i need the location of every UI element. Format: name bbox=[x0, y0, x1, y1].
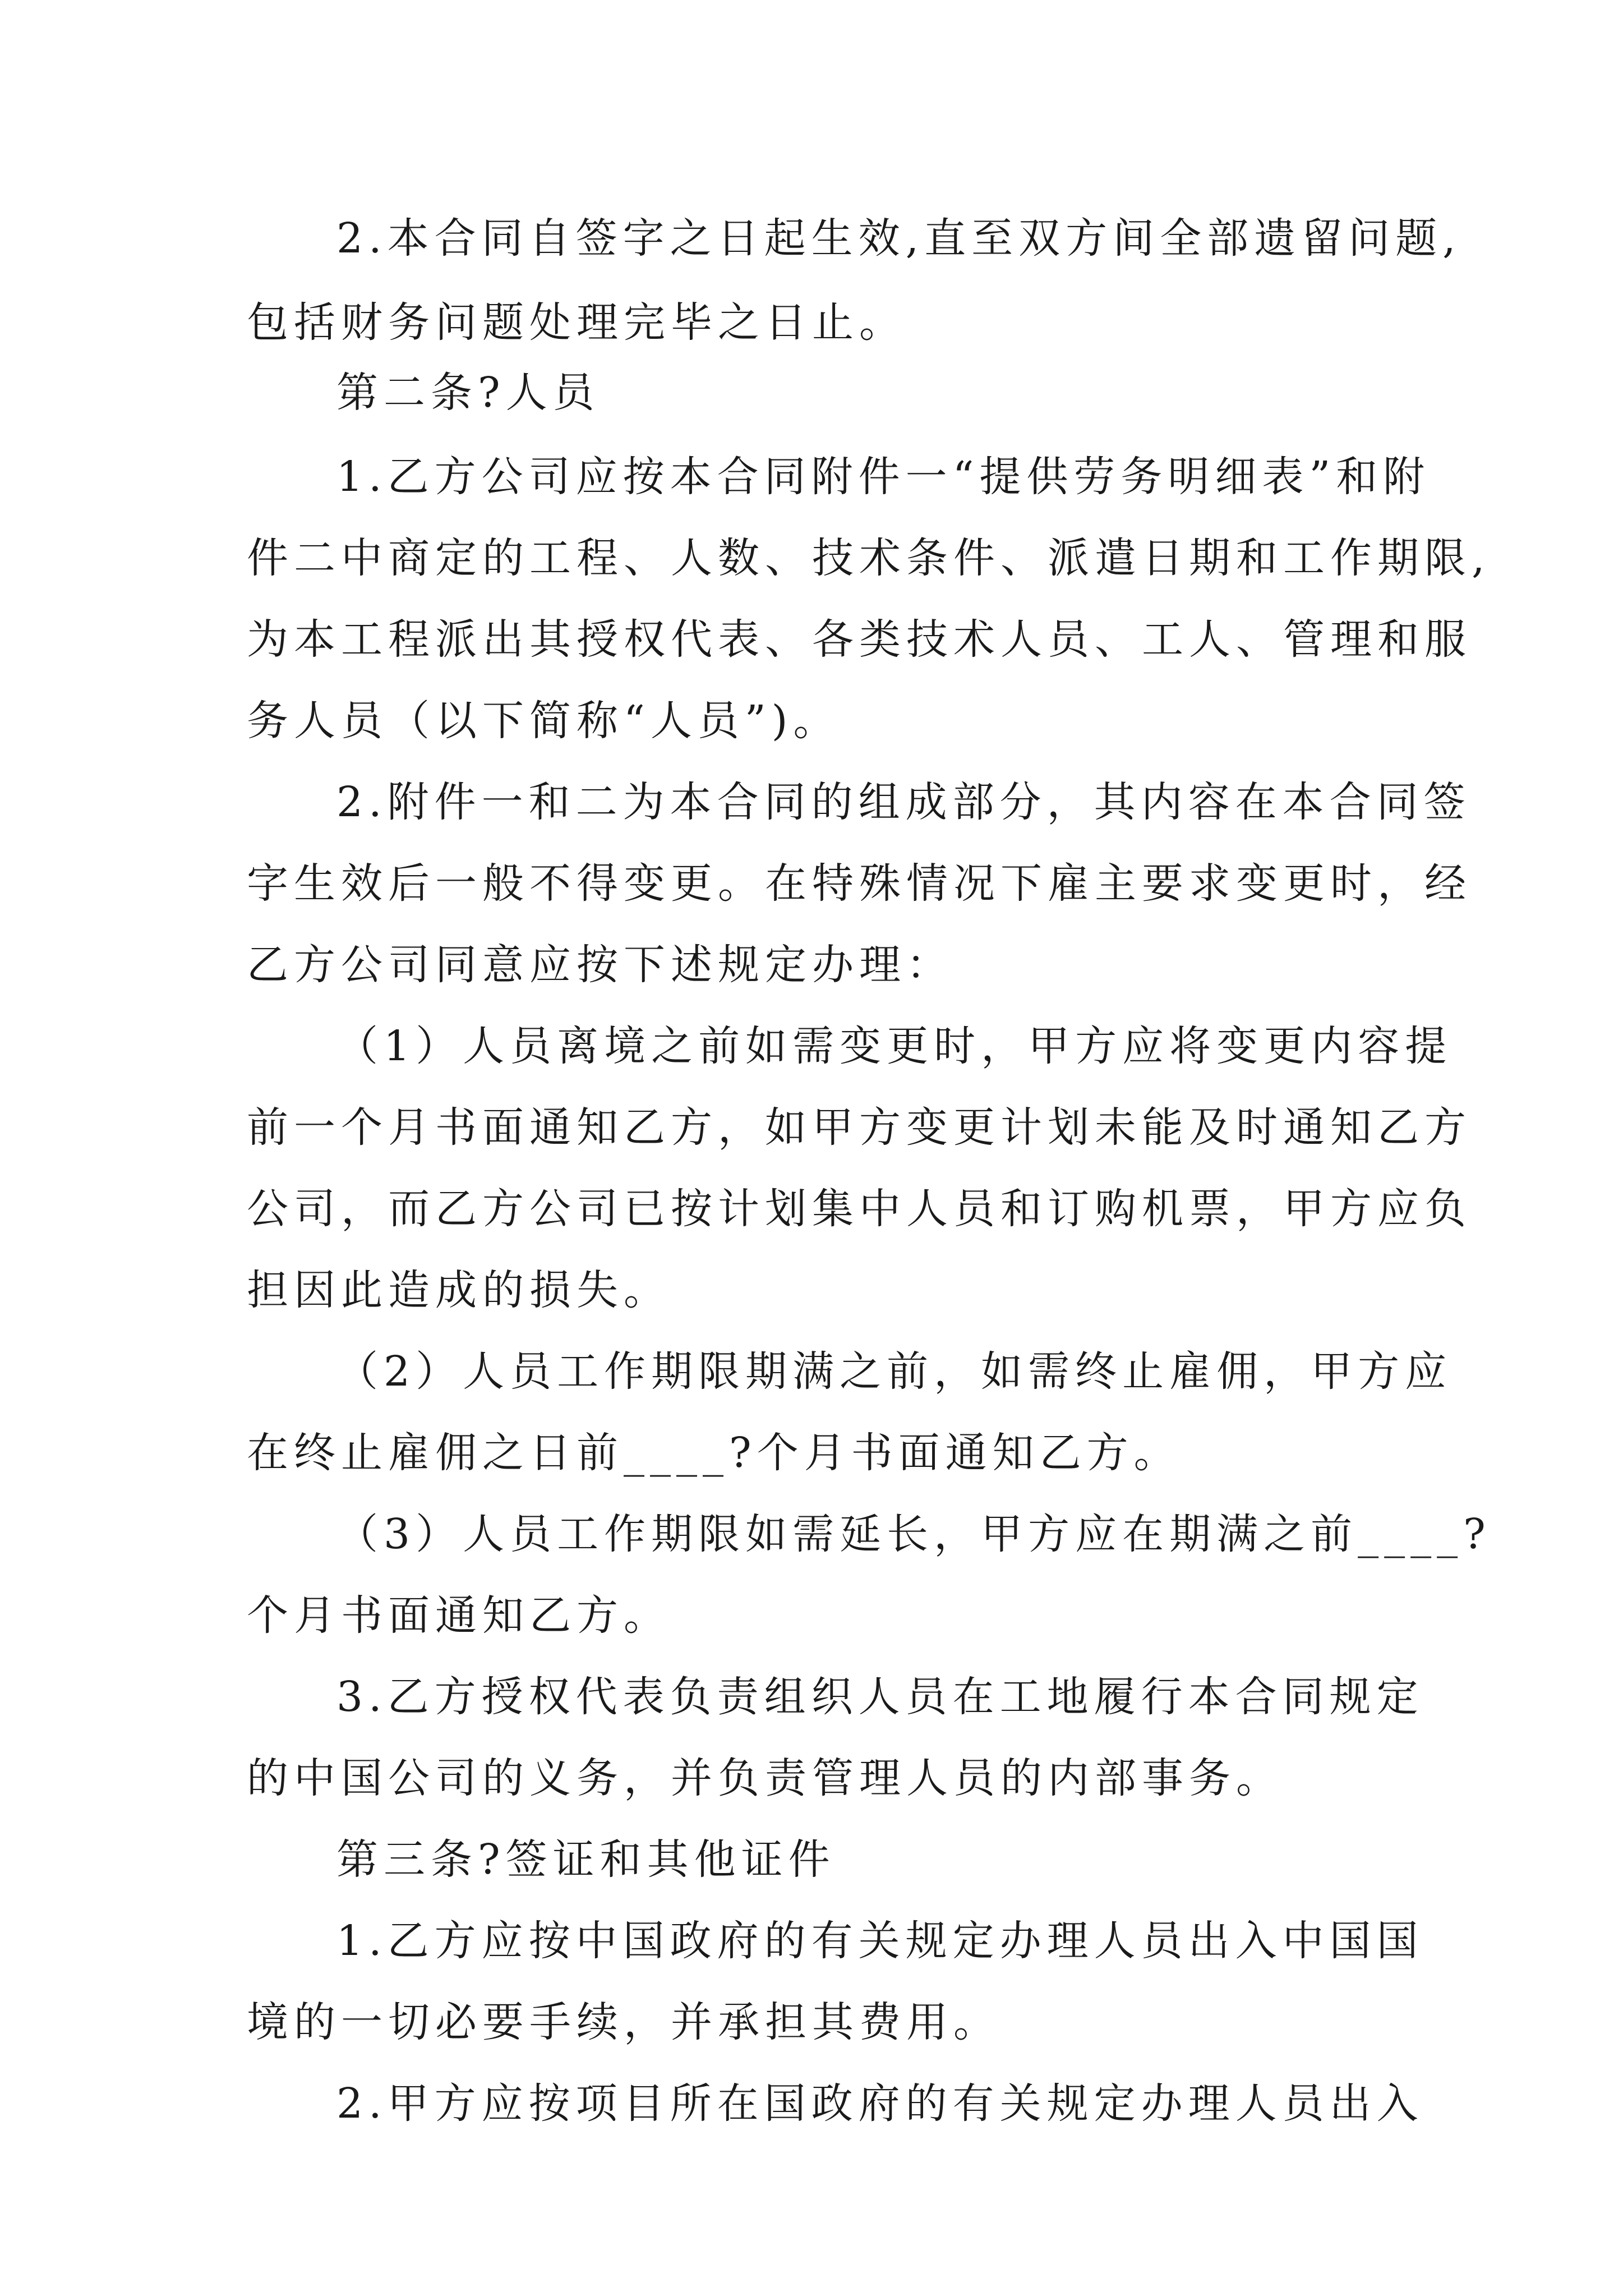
text-line-5: 件二中商定的工程、人数、技术条件、派遣日期和工作期限, bbox=[247, 534, 1491, 582]
article-heading-2: 第二条?人员 bbox=[336, 369, 600, 417]
text-line-8: 2.附件一和二为本合同的组成部分，其内容在本合同签 bbox=[336, 778, 1471, 826]
text-line-9: 字生效后一般不得变更。在特殊情况下雇主要求变更时，经 bbox=[247, 859, 1472, 908]
text-line-17: （3）人员工作期限如需延长，甲方应在期满之前____? bbox=[336, 1510, 1491, 1558]
text-line-19: 3.乙方授权代表负责组织人员在工地履行本合同规定 bbox=[336, 1673, 1424, 1721]
text-line-2: 包括财务问题处理完毕之日止。 bbox=[247, 298, 906, 347]
text-line-6: 为本工程派出其授权代表、各类技术人员、工人、管理和服 bbox=[247, 615, 1472, 664]
text-line-10: 乙方公司同意应按下述规定办理： bbox=[247, 941, 953, 989]
article-heading-3: 第三条?签证和其他证件 bbox=[336, 1835, 836, 1884]
text-line-15: （2）人员工作期限期满之前，如需终止雇佣，甲方应 bbox=[336, 1347, 1453, 1396]
text-line-20: 的中国公司的义务，并负责管理人员的内部事务。 bbox=[247, 1754, 1283, 1802]
text-line-7: 务人员（以下简称“人员”)。 bbox=[247, 697, 841, 745]
text-line-16: 在终止雇佣之日前____?个月书面通知乙方。 bbox=[247, 1429, 1181, 1477]
text-line-18: 个月书面通知乙方。 bbox=[247, 1591, 671, 1640]
text-line-12: 前一个月书面通知乙方，如甲方变更计划未能及时通知乙方 bbox=[247, 1103, 1472, 1152]
text-line-13: 公司，而乙方公司已按计划集中人员和订购机票，甲方应负 bbox=[247, 1185, 1472, 1233]
text-line-24: 2.甲方应按项目所在国政府的有关规定办理人员出入 bbox=[336, 2079, 1424, 2128]
text-line-11: （1）人员离境之前如需变更时，甲方应将变更内容提 bbox=[336, 1022, 1453, 1070]
text-line-22: 1.乙方应按中国政府的有关规定办理人员出入中国国 bbox=[336, 1917, 1424, 1965]
text-line-14: 担因此造成的损失。 bbox=[247, 1266, 671, 1314]
text-line-4: 1.乙方公司应按本合同附件一“提供劳务明细表”和附 bbox=[336, 453, 1431, 501]
text-line-1: 2.本合同自签字之日起生效,直至双方间全部遗留问题, bbox=[336, 214, 1461, 263]
text-line-23: 境的一切必要手续，并承担其费用。 bbox=[247, 1998, 1000, 2046]
